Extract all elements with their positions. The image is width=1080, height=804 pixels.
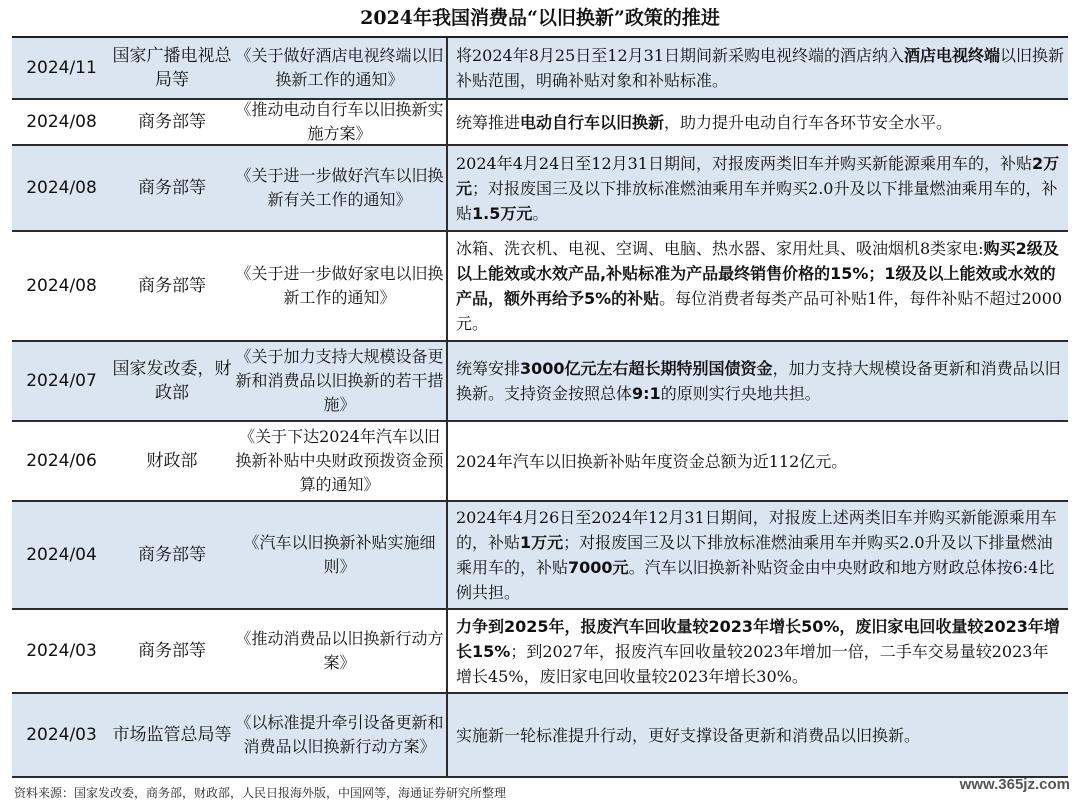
description-emphasis: 9:1 <box>632 384 661 403</box>
department-cell <box>111 38 233 98</box>
document-title-cell <box>233 610 448 692</box>
date-cell <box>12 610 111 692</box>
description-segment: ，助力提升电动自行车各环节安全水平。 <box>664 112 953 132</box>
document-title-cell-text: 《关于进一步做好家电以旧换新工作的通知》 <box>235 264 444 307</box>
department-cell-text: 国家广播电视总局等 <box>112 46 232 90</box>
description-segment: 统筹安排 <box>456 359 521 378</box>
description-text <box>456 723 920 748</box>
description-text <box>456 43 1064 93</box>
description-text <box>456 356 1064 406</box>
department-cell-text: 财政部 <box>146 451 198 471</box>
date-cell <box>12 38 111 98</box>
department-cell-text: 商务部等 <box>138 545 206 565</box>
description-segment: 。每位消费者每类产品可补贴1件，每件补贴不超过2000元。 <box>456 289 1063 333</box>
description-cell <box>448 694 1068 776</box>
table-row <box>12 694 1068 778</box>
description-segment: 2024年4月26日至2024年12月31日期间，对报废上述两类旧车并购买新能源乘用车的，补贴 <box>456 508 1057 552</box>
table-row <box>12 38 1068 100</box>
department-cell <box>111 100 233 144</box>
department-cell-text: 市场监管总局等 <box>112 725 232 745</box>
description-emphasis: 1.5万元 <box>472 203 533 223</box>
table-title: 2024年我国消费品“以旧换新”政策的推进 <box>360 7 720 29</box>
description-cell <box>448 146 1068 230</box>
document-title-cell <box>233 232 448 340</box>
description-segment: 2024年汽车以旧换新补贴年度资金总额为近112亿元。 <box>456 451 848 471</box>
source-note: 资料来源：国家发改委，商务部，财政部，人民日报海外版，中国网等，海通证券研究所整理 <box>14 786 507 800</box>
description-text <box>456 151 1064 226</box>
document-title-cell-text: 《关于做好酒店电视终端以旧换新工作的通知》 <box>235 46 444 89</box>
document-title-cell <box>233 38 448 98</box>
description-segment: 将2024年8月25日至12月31日期间新采购电视终端的酒店纳入 <box>456 46 904 65</box>
date-cell-text: 2024/07 <box>26 371 97 391</box>
table-row <box>12 342 1068 422</box>
date-cell <box>12 232 111 340</box>
table-row <box>12 422 1068 502</box>
watermark: www.365jz.com <box>959 776 1070 793</box>
document-title-cell-text: 《关于下达2024年汽车以旧换新补贴中央财政预拨资金预算的通知》 <box>235 427 444 494</box>
document-title-cell <box>233 694 448 776</box>
document-title-cell <box>233 502 448 608</box>
description-segment: 2024年4月24日至12月31日期间，对报废两类旧车并购买新能源乘用车的，补贴 <box>456 153 1032 173</box>
description-segment: 的原则实行央地共担。 <box>660 384 821 403</box>
document-title-cell-text: 《推动消费品以旧换新行动方案》 <box>235 629 444 672</box>
date-cell <box>12 146 111 230</box>
document-title-cell <box>233 146 448 230</box>
description-cell <box>448 38 1068 98</box>
department-cell-text: 商务部等 <box>138 112 206 132</box>
department-cell <box>111 422 233 500</box>
description-text <box>456 505 1064 605</box>
document-title-cell-text: 《以标准提升牵引设备更新和消费品以旧换新行动方案》 <box>235 713 444 756</box>
document-title-cell <box>233 422 448 500</box>
department-cell-text: 商务部等 <box>138 276 206 296</box>
description-text <box>456 110 952 135</box>
date-cell <box>12 100 111 144</box>
date-cell-text: 2024/03 <box>26 641 97 661</box>
date-cell-text: 2024/03 <box>26 725 97 745</box>
document-title-cell-text: 《汽车以旧换新补贴实施细则》 <box>243 533 436 576</box>
date-cell <box>12 694 111 776</box>
date-cell-text: 2024/08 <box>26 178 97 198</box>
department-cell <box>111 342 233 420</box>
description-emphasis: 1万元 <box>520 533 564 552</box>
date-cell-text: 2024/06 <box>26 451 97 471</box>
document-title-cell-text: 《关于加力支持大规模设备更新和消费品以旧换新的若干措施》 <box>235 347 444 414</box>
department-cell <box>111 146 233 230</box>
department-cell <box>111 694 233 776</box>
date-cell <box>12 342 111 420</box>
description-segment: ；对报废国三及以下排放标准燃油乘用车并购买2.0升及以下排量燃油乘用车的，补贴 <box>456 533 1053 577</box>
document-title-cell <box>233 342 448 420</box>
description-cell <box>448 342 1068 420</box>
description-emphasis: 酒店电视终端 <box>903 46 1000 65</box>
document-title-cell <box>233 100 448 144</box>
description-emphasis: 电动自行车以旧换新 <box>520 112 665 132</box>
table-row <box>12 146 1068 232</box>
department-cell-text: 商务部等 <box>138 178 206 198</box>
date-cell-text: 2024/08 <box>26 276 97 296</box>
table-row <box>12 502 1068 610</box>
description-emphasis: 2万元 <box>456 153 1060 198</box>
date-cell <box>12 422 111 500</box>
description-segment: ，加力支持大规模设备更新和消费品以旧换新。支持资金按照总体 <box>456 359 1061 403</box>
table-row <box>12 232 1068 342</box>
document-title-cell-text: 《推动电动自行车以旧换新实施方案》 <box>235 100 444 143</box>
description-segment: 统筹推进 <box>456 112 521 132</box>
department-cell <box>111 502 233 608</box>
description-emphasis: 力争到2025年，报废汽车回收量较2023年增长50%，废旧家电回收量较2023年增长15% <box>456 616 1060 661</box>
table-row <box>12 100 1068 146</box>
document-title-cell-text: 《关于进一步做好汽车以旧换新有关工作的通知》 <box>235 166 444 209</box>
description-cell <box>448 502 1068 608</box>
date-cell-text: 2024/08 <box>26 112 97 132</box>
description-segment: 冰箱、洗衣机、电视、空调、电脑、热水器、家用灶具、吸油烟机8类家电: <box>456 239 984 258</box>
date-cell <box>12 502 111 608</box>
table-row <box>12 610 1068 694</box>
description-text <box>456 449 847 474</box>
table-body <box>12 38 1068 778</box>
description-cell <box>448 422 1068 500</box>
description-segment: 以旧换新补贴范围，明确补贴对象和补贴标准。 <box>456 46 1065 90</box>
description-emphasis: 3000亿元左右超长期特别国债资金 <box>520 359 773 378</box>
description-text <box>456 236 1064 336</box>
description-cell <box>448 100 1068 144</box>
description-emphasis: 7000元 <box>568 558 629 577</box>
department-cell-text: 商务部等 <box>138 641 206 661</box>
date-cell-text: 2024/04 <box>26 545 97 565</box>
description-segment: 实施新一轮标准提升行动，更好支撑设备更新和消费品以旧换新。 <box>456 725 921 745</box>
description-cell <box>448 232 1068 340</box>
description-segment: ；对报废国三及以下排放标准燃油乘用车并购买2.0升及以下排量燃油乘用车的，补贴 <box>456 178 1058 223</box>
description-emphasis: 购买2级及以上能效或水效产品,补贴标准为产品最终销售价格的15%；1级及以上能效或水效的产品，额外再给予5%的补贴 <box>456 239 1059 308</box>
description-segment: 。汽车以旧换新补贴资金由中央财政和地方财政总体按6:4比例共担。 <box>456 558 1055 602</box>
department-cell <box>111 232 233 340</box>
date-cell-text: 2024/11 <box>26 58 97 78</box>
department-cell-text: 国家发改委，财政部 <box>112 359 232 403</box>
description-segment: 。 <box>532 203 549 223</box>
description-cell <box>448 610 1068 692</box>
department-cell <box>111 610 233 692</box>
description-segment: ；到2027年，报废汽车回收量较2023年增加一倍，二手车交易量较2023年增长45%，废旧家电回收量较2023年增长30%。 <box>456 641 1049 686</box>
description-text <box>456 614 1064 689</box>
